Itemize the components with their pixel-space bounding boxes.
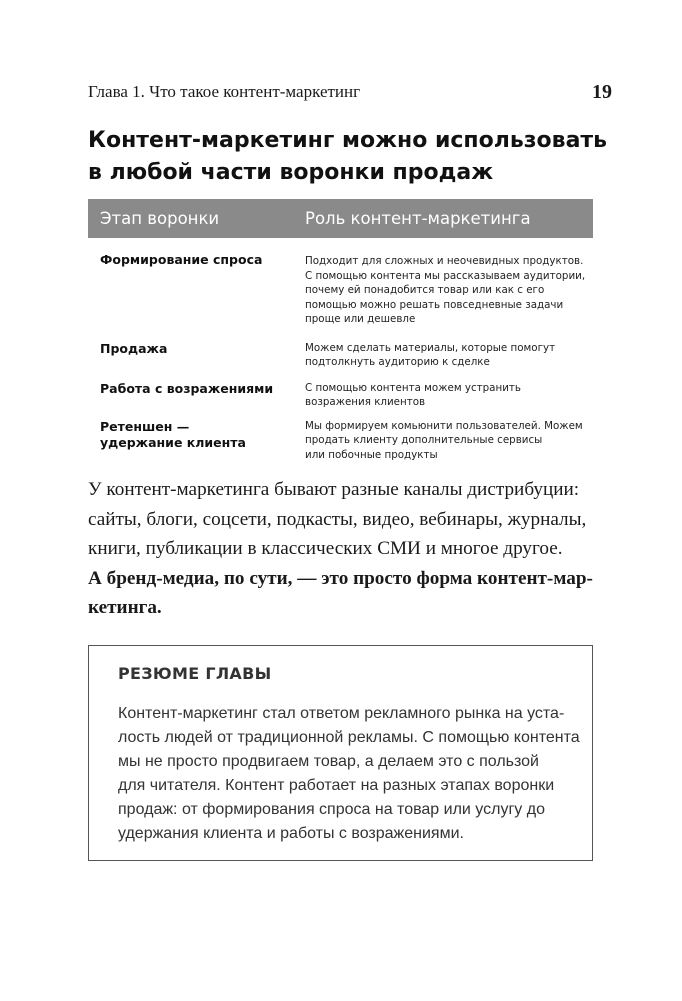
table-header-row	[88, 199, 593, 238]
body-bold-line: кетинга.	[88, 597, 162, 618]
table-row	[88, 381, 593, 410]
role-line: проще или дешевле	[305, 313, 416, 325]
page-number: 19	[592, 80, 612, 103]
body-bold-line: А бренд-медиа, по сути, — это просто форма контент-мар-	[88, 567, 593, 589]
role-line: или побочные продукты	[305, 448, 438, 461]
role-line: подтолкнуть аудиторию к сделке	[305, 356, 490, 368]
page-header	[88, 78, 612, 106]
stage-cell	[88, 252, 297, 268]
summary-line: удержания клиента и работы с возражениями.	[118, 825, 464, 842]
summary-text	[118, 702, 580, 846]
stage-line: Работа с возражениями	[100, 380, 274, 396]
stage-cell	[88, 341, 297, 357]
stage-cell	[88, 381, 297, 397]
role-line: С помощью контента мы рассказываем аудитории,	[305, 269, 586, 282]
role-line: продать клиенту дополнительные сервисы	[305, 434, 543, 446]
body-paragraph	[88, 475, 608, 623]
table-row	[88, 252, 593, 327]
chapter-title: Глава 1. Что такое контент-маркетинг	[88, 82, 361, 101]
table-row	[88, 419, 593, 463]
stage-line: Продажа	[100, 340, 168, 356]
role-cell	[297, 381, 593, 410]
table-header-role: Роль контент-маркетинга	[305, 209, 531, 228]
summary-line: продаж: от формирования спроса на товар или услугу до	[118, 801, 545, 818]
table-row	[88, 341, 593, 370]
section-title	[88, 125, 608, 189]
summary-line: мы не просто продвигаем товар, а делаем это с пользой	[118, 753, 539, 770]
stage-line: Ретеншен —	[100, 418, 190, 434]
body-line: книги, публикации в классических СМИ и многое другое.	[88, 538, 563, 559]
stage-line: удержание клиента	[100, 434, 246, 450]
role-cell	[297, 419, 593, 463]
role-line: Мы формируем комьюнити пользователей. Можем	[305, 419, 583, 432]
summary-line: для читателя. Контент работает на разных этапах воронки	[118, 777, 555, 794]
body-line: У контент-маркетинга бывают разные каналы дистрибуции:	[88, 479, 580, 500]
section-title-line: в любой части воронки продаж	[88, 160, 494, 185]
summary-line: лость людей от традиционной рекламы. С помощью контента	[118, 729, 580, 746]
role-line: Можем сделать материалы, которые помогут	[305, 341, 556, 354]
section-title-line: Контент-маркетинг можно использовать	[88, 128, 608, 153]
funnel-table	[88, 199, 593, 462]
stage-line: Формирование спроса	[100, 252, 263, 267]
role-cell	[297, 341, 593, 370]
table-header-stage: Этап воронки	[100, 209, 220, 228]
chapter-summary-box	[88, 645, 593, 861]
body-line: сайты, блоги, соцсети, подкасты, видео, вебинары, журналы,	[88, 508, 587, 530]
role-line: Подходит для сложных и неочевидных продуктов.	[305, 255, 584, 267]
role-line: С помощью контента можем устранить	[305, 381, 521, 394]
role-line: почему ей понадобится товар или как с его	[305, 284, 545, 296]
role-line: помощью можно решать повседневные задачи	[305, 298, 564, 311]
summary-title: РЕЗЮМЕ ГЛАВЫ	[118, 664, 272, 683]
summary-line: Контент-маркетинг стал ответом рекламного рынка на уста-	[118, 705, 565, 722]
role-cell	[297, 252, 593, 327]
role-line: возражения клиентов	[305, 396, 426, 408]
stage-cell	[88, 419, 297, 451]
